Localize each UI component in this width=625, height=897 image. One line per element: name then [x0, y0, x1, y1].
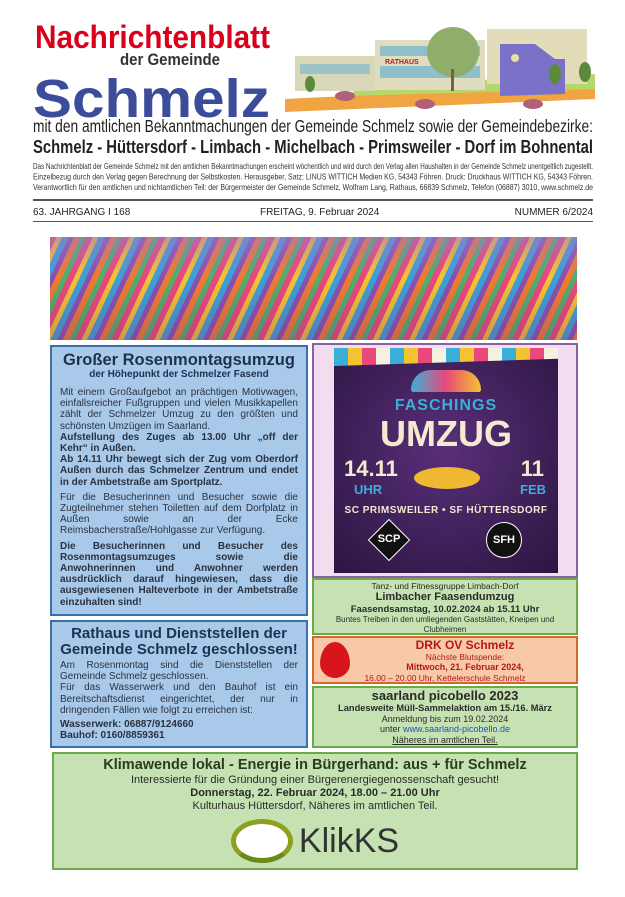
- issue-date: FREITAG, 9. Februar 2024: [260, 207, 380, 218]
- klima-place: Kulturhaus Hüttersdorf, Näheres im amtlichen Teil.: [192, 800, 438, 812]
- masthead-info: Einzelbezug durch den Verlag gegen Berechnung der Selbstkosten. Herausgeber, Satz: LINUS WITTICH Medien KG, 54343 Föhren. Druck: Druckhaus WITTICH KG, 54343 Föhren.: [33, 171, 593, 182]
- masthead-text: [30, 116, 595, 196]
- klima-sub: Interessierte für die Gründung einer Bürgerenergiegenossenschaft gesucht!: [130, 774, 500, 786]
- klima-date: Donnerstag, 22. Februar 2024, 18.00 – 21.00 Uhr: [190, 787, 440, 799]
- drk-sub: Nächste Blutspende:: [425, 652, 505, 662]
- klikks-logo-icon: [231, 819, 293, 863]
- faschingsumzug-poster: [334, 348, 558, 573]
- drk-date: Mittwoch, 21. Februar 2024,: [406, 662, 524, 672]
- drk-title: DRK OV Schmelz: [415, 638, 515, 652]
- poster-clubs: SC PRIMSWEILER • SF HÜTTERSDORF: [344, 505, 548, 516]
- masthead-town: Schmelz: [33, 69, 270, 122]
- divider: [33, 221, 593, 222]
- limbach-box: [312, 578, 578, 635]
- masthead-line1: mit den amtlichen Bekanntmachungen der Gemeinde Schmelz sowie der Gemeindebezirke:: [33, 116, 593, 136]
- picobello-more: Näheres im amtlichen Teil.: [392, 734, 498, 745]
- poster-faschings: FASCHINGS: [394, 397, 498, 414]
- jester-hat-icon: [411, 370, 481, 392]
- rosenmontag-subtitle: der Höhepunkt der Schmelzer Fasend: [89, 369, 269, 380]
- building-sign: RATHAUS: [385, 59, 419, 66]
- picobello-title: saarland picobello 2023: [371, 688, 519, 703]
- rosenmontag-route: Ab 14.11 Uhr bewegt sich der Zug vom Oberdorf Außen durch das Schmelzer Zentrum und endet in der Ambetstraße am Sportplatz.: [60, 454, 298, 488]
- poster-time: 14.11: [344, 456, 398, 481]
- faschingsumzug-poster-box: [312, 343, 578, 578]
- rosenmontag-setup: Aufstellung des Zuges ab 13.00 Uhr „off der Kehr“ in Außen.: [60, 431, 298, 455]
- limbach-date: Faasendsamstag, 10.02.2024 ab 15.11 Uhr: [350, 604, 540, 615]
- poster-month: FEB: [520, 482, 546, 497]
- scp-logo: SCP: [377, 533, 401, 545]
- klimawende-box: [52, 752, 578, 870]
- rosenmontag-text: Mit einem Großaufgebot an prächtigen Motivwagen, einfallsreicher Fußgruppen und vielen Musikkapellen zählt der Schmelzer Umzug zu den größten und schönsten Umzügen im Saarland.: [60, 387, 298, 432]
- poster-day: 11: [520, 456, 544, 481]
- masthead-info: Das Nachrichtenblatt der Gemeinde Schmelz mit den amtlichen Bekanntmachungen erscheint wöchentlich und wird durch den Verlag allen Haushalten in der Gemeinde Schmelz unentgeltlich zugestellt.: [33, 161, 593, 171]
- drk-time: 16.00 – 20.00 Uhr, Kettelerschule Schmelz: [364, 672, 526, 683]
- rathaus-text: Am Rosenmontag sind die Dienststellen der Gemeinde Schmelz geschlossen.: [60, 660, 298, 683]
- picobello-sub: Landesweite Müll-Sammelaktion am 15./16. März: [338, 703, 552, 713]
- drk-box: [312, 636, 578, 684]
- klikks-logo-text: KlikKS: [298, 822, 400, 860]
- rosenmontag-toilets: Für die Besucherinnen und Besucher sowie die Zugteilnehmer stehen Toiletten auf dem Dorfplatz in Außen sowie an der Ecke Reimsbacherstraße/Hohlgasse zur Verfügung.: [60, 491, 298, 537]
- divider: [33, 199, 593, 201]
- rathaus-text: Für das Wasserwerk und den Bauhof ist ein Bereitschaftsdienst eingerichtet, der nur in dringenden Fällen wie folgt zu erreichen ist:: [60, 682, 298, 716]
- rathaus-illustration: [285, 24, 595, 116]
- rosenmontag-parking: Die Besucherinnen und Besucher des Rosenmontagsumzuges sowie die Anwohnerinnen und Anwohner werden ausdrücklich darauf hingewiesen, dass die ausgewiesenen Halteverbote in der Ambetstraße einzuhalten sind!: [60, 540, 298, 608]
- blood-drop-mascot-icon: [320, 642, 350, 678]
- picobello-unter: unter: [379, 724, 401, 734]
- sfh-logo: SFH: [486, 522, 522, 558]
- bauhof-phone: Bauhof: 0160/8859361: [60, 730, 165, 742]
- poster-time-unit: UHR: [354, 482, 383, 497]
- limbach-title: Limbacher Faasendumzug: [375, 591, 515, 603]
- wasserwerk-phone: Wasserwerk: 06887/9124660: [60, 719, 194, 731]
- poster-umzug: UMZUG: [380, 413, 512, 454]
- confetti-banner-image: [50, 237, 577, 340]
- masthead-districts: Schmelz - Hüttersdorf - Limbach - Michelbach - Primsweiler - Dorf im Bohnental: [33, 137, 593, 157]
- mask-icon: [414, 467, 480, 489]
- rosenmontag-box: [50, 345, 308, 616]
- rathaus-title: Rathaus und Dienststellen der Gemeinde Schmelz geschlossen!: [60, 625, 298, 658]
- issue-volume: 63. JAHRGANG I 168: [33, 207, 131, 218]
- rosenmontag-title: Großer Rosenmontagsumzug: [63, 351, 295, 369]
- masthead-info: Verantwortlich für den amtlichen und nichtamtlichen Teil: der Bürgermeister der Gemeinde Schmelz, Wolfram Lang, Rathaus, 66839 Schmelz, Telefon (06887) 3010, www.schmelz.de: [33, 182, 594, 192]
- masthead-subtitle: der Gemeinde: [120, 50, 220, 69]
- klima-title: Klimawende lokal - Energie in Bürgerhand: aus + für Schmelz: [103, 757, 527, 773]
- picobello-registration: Anmeldung bis zum 19.02.2024: [381, 713, 509, 724]
- issue-number: NUMMER 6/2024: [514, 207, 593, 218]
- rathaus-box: [50, 620, 308, 748]
- limbach-text: Buntes Treiben in den umliegenden Gaststätten, Kneipen und Clubheimen: [335, 615, 555, 634]
- masthead-logo: [30, 16, 285, 122]
- picobello-box: [312, 686, 578, 748]
- masthead-title: Nachrichtenblatt: [35, 19, 271, 55]
- picobello-link[interactable]: www.saarland-picobello.de: [402, 724, 511, 734]
- limbach-org: Tanz- und Fitnessgruppe Limbach-Dorf: [371, 581, 519, 591]
